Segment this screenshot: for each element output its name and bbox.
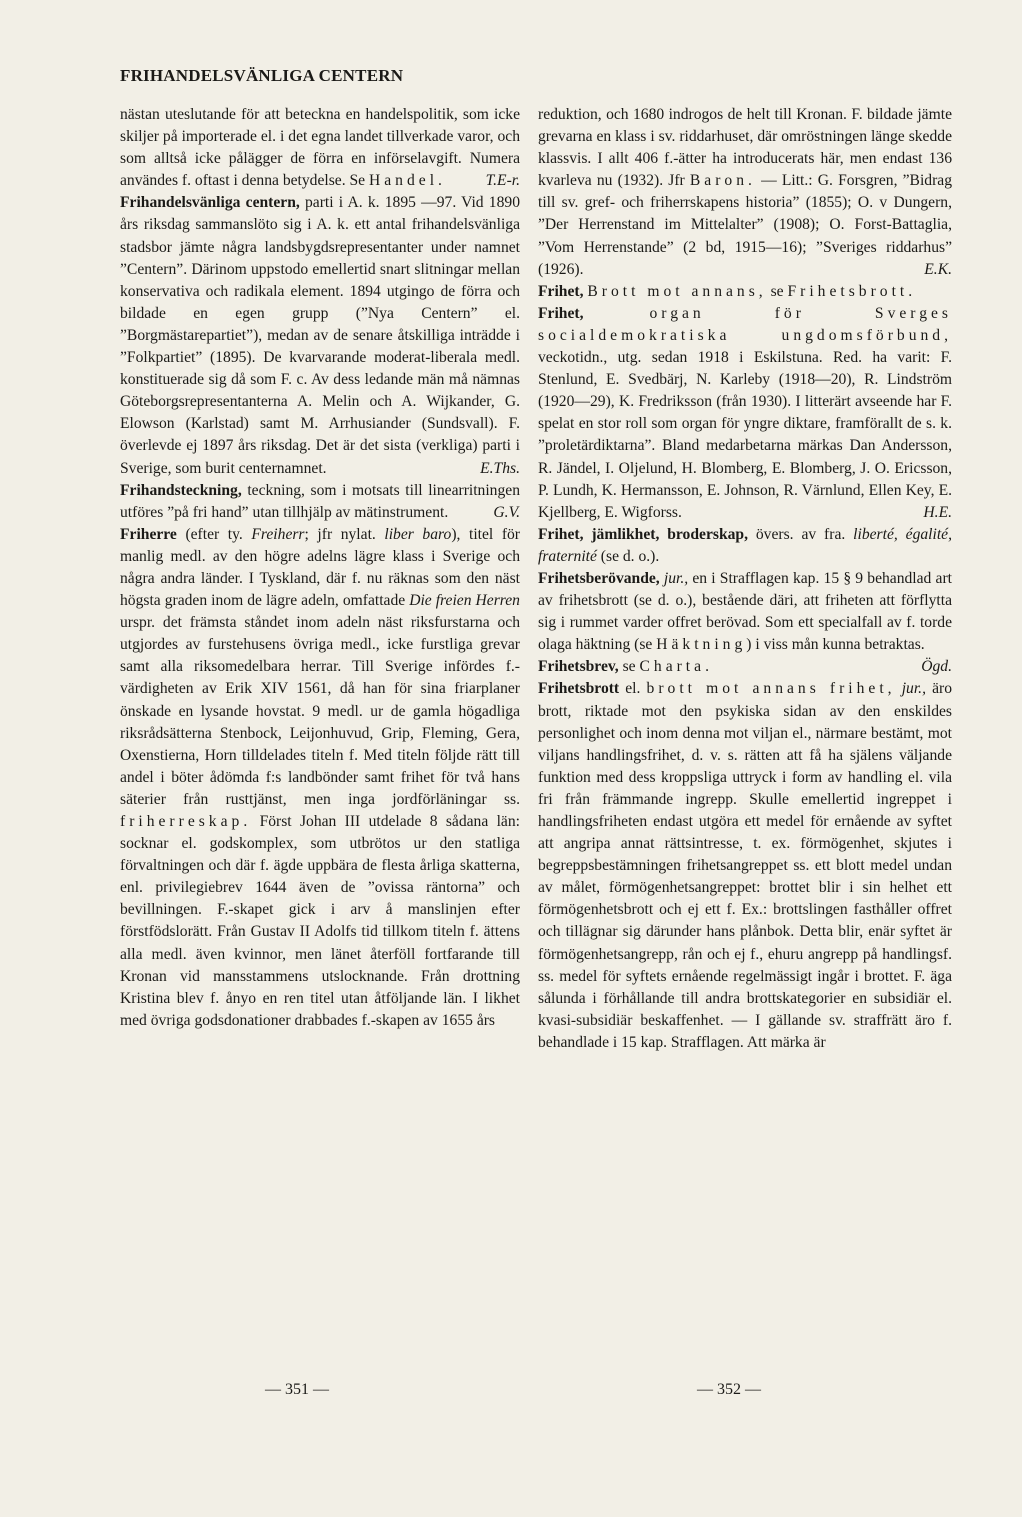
headword: Frihetsbrott: [538, 680, 620, 698]
body-text: nästan uteslutande för att beteckna en handelspolitik, som icke skiljer på importerade el. i det egna landet tillverkade varor, och som alltså icke pålägger de förra en införselavgift. Numera användes f. oftast i denna betydelse. Se: [120, 106, 520, 190]
body-text: ), titel för manlig medl. av den högre adelns lägre klass i Sverige och några andra länder. I Tyskland, där f. nu räknas som den näst högsta graden inom de lägre adeln, omfattade: [120, 525, 521, 610]
italic-term: jur.,: [659, 569, 689, 587]
entry-frihandel-continuation: [120, 104, 520, 192]
body-text: se: [618, 658, 640, 676]
body-text: en i Strafflagen kap. 15 § 9 behandlad art av frihetsbrott (se d. o.), bestående däri, att friheten att förflytta sig i rummet varder offret berövad. Som ett specialfall av f. torde olaga häktning (se: [538, 569, 952, 654]
body-text: ) i viss mån kunna betraktas.: [746, 636, 925, 654]
body-text: veckotidn., utg. sedan 1918 i Eskilstuna. Red. ha varit: F. Stenlund, E. Svedbärj, N. Karleby (1918—20), R. Lindström (1920—29), K. Fredriksson (från 1930). I litterärt avseende har F. spelat en stor roll som organ för yngre diktare, framförallt de s. k. ”proletärdiktarna”. Bland medarbetarna märkas Dan Andersson, R. Jändel, I. Oljelund, H. Blomberg, E. Blomberg, J. O. Ericsson, P. Lundh, K. Hermansson, E. Johnson, R. Värnlund, Ellen Key, E. Kjellberg, E. Wigforss.: [538, 349, 952, 521]
entry-frihet-organ: [538, 303, 952, 524]
headword: Frihet,: [538, 304, 584, 322]
cross-reference: Häktning: [656, 636, 747, 654]
author-signature: H.E.: [923, 503, 952, 521]
headword: Frihetsbrev,: [538, 658, 619, 676]
entry-friherre-continuation: [538, 104, 952, 281]
body-text: äro brott, riktade mot den psykiska sidan av den enskildes personlighet och inom denna mot viljan el., närmare bestämt, mot viljans handlingsfrihet, d. v. s. rätten att få ha själens väljande funktion med dess kroppsliga uttryck i form av handling el. vila fri från främmande ingrepp. Skulle emellertid ingreppet i handlingsfriheten endast utgöra ett medel för ernående av syftet att angripa annat rättsintresse, t. ex. förmögenhet, skjutes i begreppsbestämningen frihetsangreppet ss. ett blott medel undan av målet, förmögenhetsangreppet: brottet blir i sin helhet ett förmögenhetsbrott och ej ett f. Ex.: brottslingen fasthåller offret och tillägnar sig därunder hans plånbok. Detta blir, enär syftet är förmögenhetsangrepp, rån och ej f., ehuru angrepp på handlingsf. ss. medel för syftets ernående regelmässigt ingår i brottet. F. äga sålunda i förhållande till andra brottskategorier en subsidiär el. kvasi-subsidiär beskaffenhet. — I gällande sv. straffrätt äro f. behandlade i 15 kap. Strafflagen. Att märka är: [538, 680, 953, 1051]
entry-frihandelsvanliga-centern: [120, 192, 520, 479]
italic-term: Die freien Herren: [409, 592, 520, 610]
spaced-term: organ för Sverges socialdemokratiska ungdomsförbund,: [538, 304, 952, 344]
body-text: (efter ty.: [176, 525, 252, 543]
page-number-right: — 352 —: [697, 1381, 761, 1398]
body-text: Först Johan III utdelade 8 sådana län: socknar el. godskomplex, som utbrötos ur den statliga förvaltningen och där f. ägde uppbära de flesta årliga skatterna, enl. privilegiebrev 1644 även de ”ovissa räntorna” och bevillningen. F.-skapet gick i arv å manslinjen efter förstfödslorätt. Från Gustav II Adolfs tid tillkom titeln f. ättens alla medl. även kvinnor, men länet återföll fortfarande till Kronan vid mansstammens utslocknande. Från drottning Kristina blev f. ånyo en ren titel utan åtföljande län. I likhet med övriga godsdonationer drabbades f.-skapen av 1655 års: [120, 813, 520, 1029]
headword: Frihet, jämlikhet, broderskap,: [538, 525, 748, 543]
author-signature: Ögd.: [921, 658, 952, 676]
italic-term: liberté, égalité, fraternité: [538, 525, 952, 565]
entry-frihet-jamlikhet: [538, 524, 952, 568]
cross-reference: Baron.: [689, 172, 756, 190]
body-text: reduktion, och 1680 indrogos de helt till Kronan. F. bildade jämte grevarna en klass i sv. riddarhuset, där omröstningen länge skedde klassvis. I allt 406 f.-ätter ha introducerats här, men endast 136 kvarleva nu (1932). Jfr: [538, 106, 952, 190]
entry-friherre: [120, 524, 520, 1032]
body-text: se: [766, 282, 788, 300]
headword: Frihandelsvänliga centern,: [120, 194, 300, 212]
entry-frihandsteckning: [120, 480, 520, 524]
entry-frihetsbrott: [538, 678, 952, 1054]
italic-term: liber baro: [384, 525, 452, 543]
body-text: övers. av fra.: [747, 525, 854, 543]
body-text: urspr. det främsta ståndet inom adeln näst riksfurstarna och utgjordes av furstehusens övriga medl., icke furstliga grevar samt alla riksomedelbara herrar. Till Sverige infördes f.-värdigheten av Erik XIV 1561, då han för sina friarplaner önskade en lysande hovstat. 9 medl. ur de gamla högadliga riksrådsätterna Stenbock, Leijonhuvud, Grip, Fleming, Gera, Oxenstierna, Horn tilldelades titeln f. Med titeln följde rätt till andel i böter ådömda f:s landbönder samt frihet för två hans säterier från rusttjänst, men inga jordförläningar ss.: [120, 614, 520, 808]
body-text: parti i A. k. 1895 —97. Vid 1890 års riksdag sammanslöto sig i A. k. ett antal frihandelsvänliga stadsbor jämte några landsbygdsrepresentanter under namnet ”Centern”. Därinom uppstodo emellertid snart slitningar mellan konservativa och radikala element. 1894 utgingo de förra och bildade en egen grupp (”Nya Centern” el. ”Borgmästarepartiet”), medan av de senare åtskilliga inträdde i ”Folkpartiet” (1895). De kvarvarande moderat-liberala medl. konstituerade sig då som F. c. Av dess ledande män må nämnas Göteborgsrepresentanterna A. Melin och A. Wijkander, G. Elowson (Karlstad) samt M. Arrhusiander (Sundsvall). F. överlevde ej 1897 års riksdag. Det är det sista (verkliga) parti i Sverige, som burit centernamnet.: [120, 194, 520, 477]
body-text: ; jfr nylat.: [304, 525, 385, 543]
cross-reference: Handel.: [369, 172, 446, 190]
author-signature: E.K.: [924, 260, 952, 278]
spaced-term: brott mot annans frihet,: [646, 680, 896, 698]
body-text: el.: [619, 680, 647, 698]
headword: Frihet,: [538, 282, 584, 300]
cross-reference: Charta.: [639, 658, 713, 676]
italic-term: jur.,: [895, 680, 926, 698]
body-text: (se d. o.).: [596, 547, 660, 565]
headword: Friherre: [120, 525, 177, 543]
italic-term: Freiherr: [251, 525, 305, 543]
author-signature: G.V.: [493, 503, 520, 521]
spaced-term: friherreskap.: [120, 813, 252, 830]
author-signature: T.E-r.: [485, 172, 520, 190]
headword: Frihandsteckning,: [120, 481, 242, 499]
entry-frihetsbrev: [538, 656, 952, 678]
left-column: [120, 104, 520, 1032]
headword: Frihetsberövande,: [538, 569, 660, 587]
body-text: — Litt.: G. Forsgren, ”Bidrag till sv. gref- och friherrskapens historia” (1855); O. v Dungern, ”Der Herrenstand im Mittelalter” (1908); O. Forst-Battaglia, ”Vom Herrenstande” (2 bd, 1915—16); ”Sveriges riddarhus” (1926).: [538, 172, 953, 278]
entry-frihet-brott: [538, 281, 952, 303]
author-signature: E.Ths.: [480, 459, 520, 477]
page-number-left: — 351 —: [265, 1381, 329, 1398]
running-header: FRIHANDELSVÄNLIGA CENTERN: [120, 66, 404, 85]
body-text: teckning, som i motsats till linearritningen utföres ”på fri hand” utan tillhjälp av mätinstrument.: [120, 481, 520, 521]
right-column: [538, 104, 952, 1054]
spaced-term: Brott mot annans,: [587, 282, 767, 300]
cross-reference: Frihetsbrott.: [787, 282, 917, 300]
